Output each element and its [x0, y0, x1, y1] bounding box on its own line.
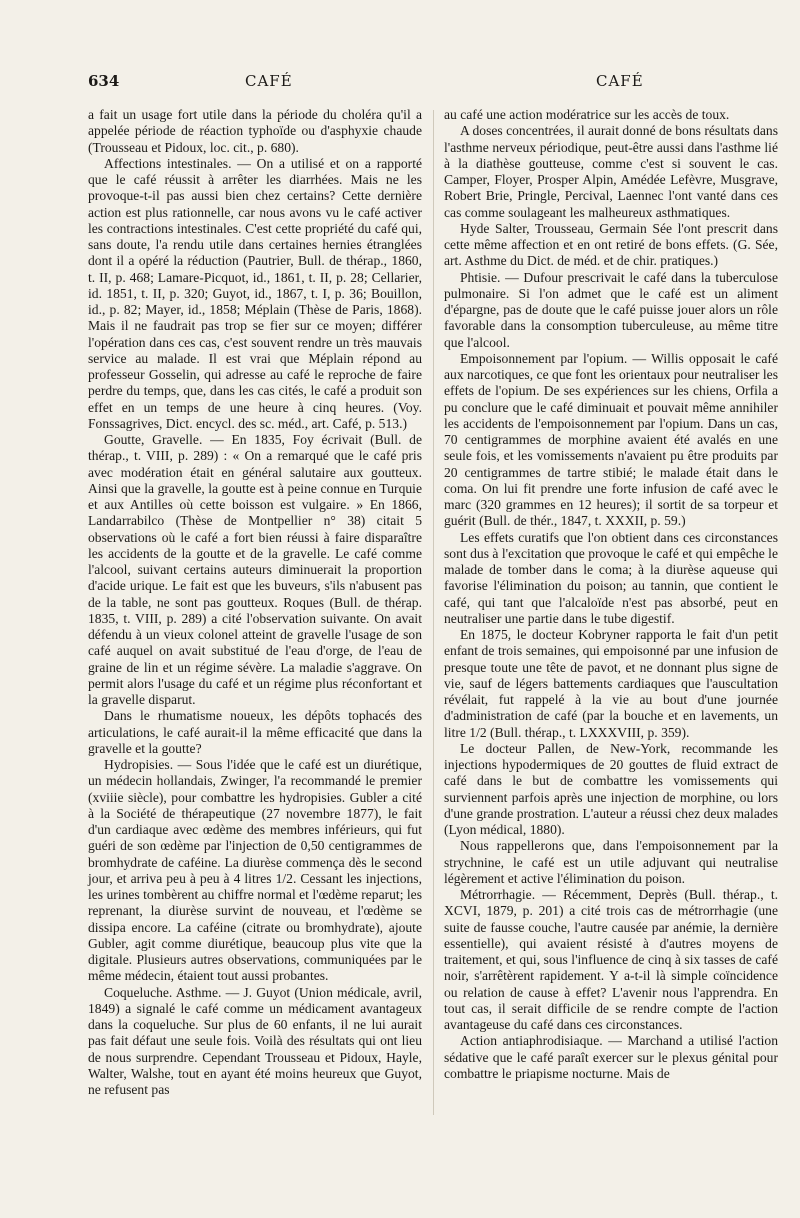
paragraph: Affections intestinales. — On a utilisé et on a rapporté que le café réussit à arrêter les diarrhées. Mais ne les provoque-t-il pas aussi bien chez certains? Cette dernière action est plus rationnelle, car nous avons vu le café activer les contractions intestinales. C'est cette propriété du café qui, sans doute, l'a rendu utile dans certaines hernies étranglées dont il a opéré la réduction (Pautrier, Bull. de thérap., 1860, t. II, p. 468; Lamare-Picquot, id., 1861, t. II, p. 28; Cellarier, id. 1851, t. II, p. 320; Guyot, id., 1867, t. I, p. 36; Bouillon, id., p. 82; Mayer, id., 1858; Méplain (Thèse de Paris, 1868). Mais il ne faudrait pas trop se fier sur ce moyen; différer l'opération dans ces cas, c'est souvent rendre un très mauvais service au malade. Il est vrai que Méplain répond au professeur Gosselin, qui adresse au café le reproche de faire perdre du temps, que, dans les cas cités, le café a produit son effet en un temps de une heure à cinq heures. (Voy. Fonssagrives, Dict. encycl. des sc. méd., art. Café, p. 513.): [88, 155, 422, 431]
paragraph: a fait un usage fort utile dans la période du choléra qu'il a appelée période de réaction typhoïde ou d'asphyxie chaude (Trousseau et Pidoux, loc. cit., p. 680).: [88, 107, 422, 155]
text-column-right: [444, 107, 778, 1082]
paragraph: En 1875, le docteur Kobryner rapporta le fait d'un petit enfant de trois semaines, qui empoisonné par une infusion de presque toute une tête de pavot, et ne donnant plus signe de vie, sauf de légers battements cardiaques que l'auscultation révélait, fut rappelé à la vie au bout d'une journée d'administration de café (par la bouche et en lavements, un litre 1/2 (Bull. thérap., t. LXXXVIII, p. 359).: [444, 627, 778, 740]
text-column-left: [88, 107, 422, 1098]
paragraph: Coqueluche. Asthme. — J. Guyot (Union médicale, avril, 1849) a signalé le café comme un médicament avantageux dans la coqueluche. Sur plus de 60 enfants, il ne lui aurait pas fait défaut une seule fois. Voilà des résultats qui ont lieu de nous surprendre. Cependant Trousseau et Pidoux, Hayle, Walter, Walshe, tout en ayant été moins heureux que Guyot, ne refusent pas: [88, 984, 422, 1097]
running-title-right: CAFÉ: [596, 72, 644, 90]
paragraph: Hydropisies. — Sous l'idée que le café est un diurétique, un médecin hollandais, Zwinger, l'a recommandé le premier (xviiie siècle), pour combattre les hydropisies. Gubler a cité à la Société de thérapeutique (27 novembre 1877), le fait d'un cardiaque avec œdème des membres inférieurs, qui fut guéri de son œdème par l'injection de 0,50 centigrammes de bromhydrate de caféine. La diurèse commença dès le second jour, et arriva peu à peu à 4 litres 1/2. Cessant les injections, les urines tombèrent au chiffre normal et l'œdème reparut; les reprenant, la diurèse survint de nouveau, et l'œdème se dissipa encore. La caféine (citrate ou bromhydrate), ajoute Gubler, agit comme diurétique, beaucoup plus vite que la digitale. Plusieurs autres observations, communiquées par le même médecin, étaient tout aussi probantes.: [88, 757, 422, 984]
paragraph: au café une action modératrice sur les accès de toux.: [444, 107, 730, 122]
paragraph: Métrorrhagie. — Récemment, Deprès (Bull. thérap., t. XCVI, 1879, p. 201) a cité trois cas de métrorrhagie (une suite de fausse couche, l'autre causée par anémie, la dernière essentielle), qui avaient résisté à d'autres moyens de traitement, et qui, sous l'influence de cinq à six tasses de café noir, s'arrêtèrent rapidement. Y a-t-il là simple coïncidence ou relation de cause à effet? L'avenir nous l'apprendra. En tout cas, il serait difficile de se rendre compte de l'action avantageuse du café dans ces circonstances.: [444, 887, 778, 1032]
paragraph: A doses concentrées, il aurait donné de bons résultats dans l'asthme nerveux périodique, peut-être aussi dans l'asthme lié à la diathèse goutteuse, comme c'est si souvent le cas. Camper, Floyer, Prosper Alpin, Amédée Lefèvre, Musgrave, Robert Brie, Pringle, Percival, Laennec l'ont vanté dans ces cas comme soulageant les malheureux asthmatiques.: [444, 123, 778, 220]
paragraph: Nous rappellerons que, dans l'empoisonnement par la strychnine, le café est un utile adjuvant qui neutralise légèrement et active l'élimination du poison.: [444, 838, 778, 886]
paragraph: Dans le rhumatisme noueux, les dépôts tophacés des articulations, le café aurait-il la même efficacité que dans la gravelle et la goutte?: [88, 708, 422, 756]
page-number: 634: [88, 72, 120, 90]
paragraph: Les effets curatifs que l'on obtient dans ces circonstances sont dus à l'excitation que provoque le café et qui empêche le malade de tomber dans le coma; à la diurèse aqueuse qui favorise l'élimination du poison; au tannin, que contient le café, qui tant que l'alcaloïde n'est pas absorbé, peut en neutraliser une partie dans le tube digestif.: [444, 529, 778, 626]
running-title-left: CAFÉ: [245, 72, 293, 90]
running-head: [0, 72, 800, 92]
paragraph: Phtisie. — Dufour prescrivait le café dans la tuberculose pulmonaire. Si l'on admet que le café est un aliment d'épargne, pas de doute que le café puisse jouer alors un rôle favorable dans la consomption tuberculeuse, au même titre que l'alcool.: [444, 269, 778, 350]
paragraph: Action antiaphrodisiaque. — Marchand a utilisé l'action sédative que le café paraît exercer sur le plexus génital pour combattre le priapisme nocturne. Mais de: [444, 1033, 778, 1081]
paragraph: Hyde Salter, Trousseau, Germain Sée l'ont prescrit dans cette même affection et en ont retiré de bons effets. (G. Sée, art. Asthme du Dict. de méd. et de chir. pratiques.): [444, 220, 778, 269]
paragraph: Le docteur Pallen, de New-York, recommande les injections hypodermiques de 20 gouttes de fluid extract de café dans le but de combattre les vomissements qui surviennent parfois après une injection de morphine, ou lors d'une grande prostration. L'auteur a réussi chez deux malades (Lyon médical, 1880).: [444, 740, 778, 837]
paragraph: Goutte, Gravelle. — En 1835, Foy écrivait (Bull. de thérap., t. VIII, p. 289) : « On a remarqué que le café pris avec modération était en général salutaire aux goutteux. Ainsi que la gravelle, la goutte est à peine connue en Turquie et aux Antilles où cette boisson est vulgaire. » En 1866, Landarrabilco (Thèse de Montpellier n° 38) citait 5 observations où le café a fort bien réussi à faire disparaître les accidents de la goutte et de la gravelle. Le café comme l'alcool, suivant certains auteurs diminuerait la proportion d'acide urique. Le fait est que les buveurs, s'ils n'abusent pas de la table, ne sont pas goutteux. Roques (Bull. de thérap. 1835, t. VIII, p. 289) a cité l'observation suivante. On avait défendu à un vieux colonel atteint de gravelle l'usage de son café auquel on avait substitué de l'eau d'orge, de l'eau de graine de lin et un régime sévère. La maladie s'aggrave. On permit alors l'usage du café et un régime plus réconfortant et la gravelle disparut.: [88, 432, 422, 707]
column-divider: [433, 110, 434, 1115]
paragraph: Empoisonnement par l'opium. — Willis opposait le café aux narcotiques, ce que font les orientaux pour neutraliser les effets de l'opium. De ses expériences sur les chiens, Orfila a pu conclure que le café diminuait et pouvait même annihiler les accidents de l'empoisonnement par l'opium. Dans un cas, 70 centigrammes de morphine avaient été avalés en une seule fois, et les vomissements n'avaient pu être produits par 20 centigrammes de tartre stibié; le malade était dans le coma. On lui fit prendre une forte infusion de café avec le marc (320 grammes en 12 heures); il sortit de sa torpeur et guérit (Bull. de thér., 1847, t. XXXII, p. 59.): [444, 350, 778, 529]
